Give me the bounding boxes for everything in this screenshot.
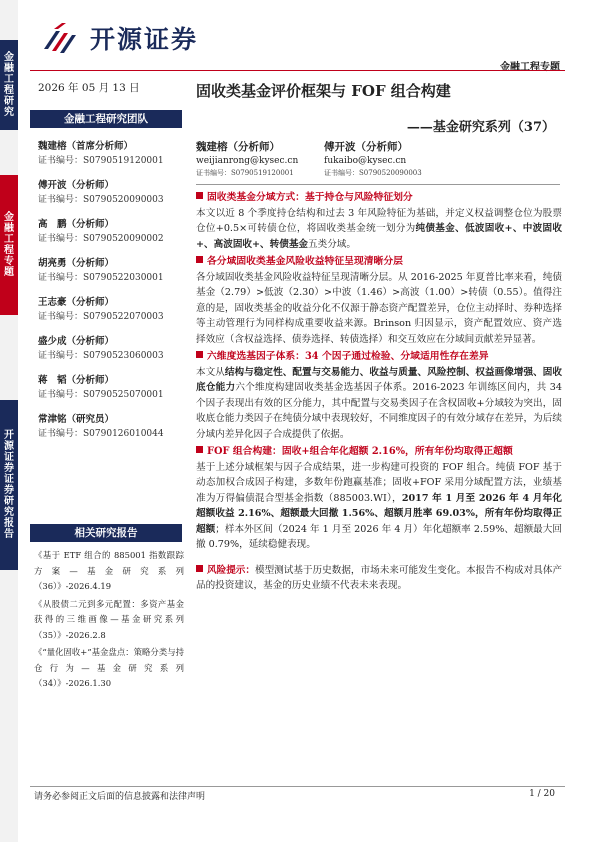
related-list [34,548,184,694]
analyst-cert: 证书编号：S0790520090003 [38,195,164,205]
footer-rule [30,786,565,787]
analyst-name: 魏建榕（首席分析师） [38,141,134,152]
logo-icon [40,21,82,55]
side-label-bottom [0,400,18,570]
related-item[interactable]: 《“量化固收+”基金盘点：策略分类与持仓行为—基金研究系列（34）》-2026.1.30 [34,647,184,688]
summary-body [196,188,562,596]
analyst-item [38,257,188,296]
analyst-name: 盛少成（分析师） [38,336,115,347]
section-paragraph: 本文从结构与稳定性、配置与交易能力、收益与质量、风险控制、权益画像增强、固收底仓能力六个维度构建固收类基金选基因子体系。2016-2023 年训练区间内，共 34 个因子表现出有效的区分能力，其中配置与交易类因子在含权固收+分域较为突出，固收底仓能力类因子在纯债分域中表现较好，不同维度因子的有效分域存在差异，为后续分域内差异化因子合成提供了依据。 [196,366,563,440]
analyst-item [38,218,188,257]
related-item[interactable]: 《从股债二元到多元配置：多资产基金获得的三维画像—基金研究系列（35）》-2026.2.8 [34,598,184,640]
analyst-item [38,140,188,179]
section-paragraph: 基于上述分域框架与因子合成结果，进一步构建可投资的 FOF 组合。纯债 FOF 基于动态加权合成因子构建，多数年份跑赢基准；固收+FOF 采用分域配置方法，业绩基准为万得偏债混合型基金指数（885003.WI），2017 年 1 月至 2026 年 4 月年化超额收益 2.16%、超额最大回撤 1.56%、超额月胜率 69.03%，所有年份均取得正超额；样本外区间（2024 年 1 月至 2026 年 4 月）年化超额率 2.59%、超额最大回撤 0.79%，延续稳健表现。 [196,461,562,550]
side-label-mid [0,175,18,315]
report-title: 固收类基金评价框架与 FOF 组合构建 [196,82,451,100]
side-label-top [0,40,18,130]
analyst-cert: 证书编号：S0790520090002 [38,234,164,244]
author-email[interactable]: fukaibo@kysec.cn [324,156,407,166]
bullet-square-icon [196,192,203,199]
brand-logo [40,20,198,56]
analyst-item [38,179,188,218]
analyst-cert: 证书编号：S0790126010044 [38,429,164,439]
related-item[interactable]: 《基于 ETF 组合的 885001 指数跟踪方案—基金研究系列（36）》-2026.4.19 [34,550,184,591]
section-heading: 各分域固收类基金风险收益特征呈现清晰分层 [196,254,562,270]
side-label-mid-text: 金融工程专题 [4,212,14,278]
analyst-item [38,296,188,335]
section-heading: 六维度选基因子体系：34 个因子通过检验、分域适用性存在差异 [196,349,562,365]
related-title: 相关研究报告 [30,524,182,542]
team-title: 金融工程研究团队 [30,110,182,128]
footer-disclaimer: 请务必参阅正文后面的信息披露和法律声明 [34,792,206,802]
analyst-name: 常津铭（研究员） [38,414,115,425]
author-cert: 证书编号：S0790519120001 [196,169,294,177]
author-rule [196,184,560,185]
analyst-cert: 证书编号：S0790525070001 [38,390,164,400]
brand-name: 开源证券 [90,25,199,54]
analyst-name: 高 鹏（分析师） [38,219,115,230]
header-rule [30,70,565,71]
analyst-item [38,374,188,413]
analyst-item [38,335,188,374]
author-name: 魏建榕（分析师） [196,141,280,153]
section-paragraph: 各分域固收类基金风险收益特征呈现清晰分层。从 2016-2025 年夏普比率来看，纯债基金（2.79）>低波（2.30）>中波（1.46）>高波（1.00）>转债（0.55）。值得注意的是，固收类基金的收益分化不仅源于静态资产配置差异，仓位主动择时、券种选择等主动管理行为同样构成重要收益来源。Brinson 归因显示，资产配置效应、资产选择效应（含权益选择、债券选择、转债选择）和交互效应在分域间贡献差异显著。 [196,271,562,345]
report-date: 2026 年 05 月 13 日 [38,82,140,94]
bullet-square-icon [196,256,203,263]
analyst-name: 蒋 韬（分析师） [38,375,115,386]
analyst-cert: 证书编号：S0790522070003 [38,312,164,322]
analyst-name: 王志豪（分析师） [38,297,115,308]
bullet-square-icon [196,565,203,572]
analyst-list [38,140,188,452]
side-label-top-text: 金融工程研究 [4,52,14,118]
analyst-cert: 证书编号：S0790522030001 [38,273,164,283]
author-cert: 证书编号：S0790520090003 [324,169,422,177]
section-paragraph: 本文以近 8 个季度持仓结构和过去 3 年风险特征为基础，并定义权益调整仓位为股票仓位+0.5×可转债仓位，将固收类基金统一划分为纯债基金、低波固收+、中波固收+、高波固收+、转债基金五类分域。 [196,207,562,250]
author-email[interactable]: weijianrong@kysec.cn [196,156,299,166]
author-name: 傅开波（分析师） [324,141,408,153]
analyst-cert: 证书编号：S0790519120001 [38,156,164,166]
analyst-name: 胡亮勇（分析师） [38,258,115,269]
report-series: ——基金研究系列（37） [406,120,555,135]
section-heading: FOF 组合构建：固收+组合年化超额 2.16%，所有年份均取得正超额 [196,444,562,460]
author-item [324,140,422,179]
author-item [196,140,298,179]
risk-warning: 风险提示：模型测试基于历史数据，市场未来可能发生变化。本报告不构成对具体产品的投资建议，基金的历史业绩不代表未来表现。 [196,564,563,591]
analyst-name: 傅开波（分析师） [38,180,115,191]
analyst-item [38,413,188,452]
bullet-square-icon [196,351,203,358]
bullet-square-icon [196,446,203,453]
section-heading: 固收类基金分域方式：基于持仓与风险特征划分 [196,190,562,206]
report-type: 金融工程专题 [500,62,560,73]
analyst-cert: 证书编号：S0790523060003 [38,351,164,361]
side-label-bottom-text: 开源证券 证券研究报告 [4,430,14,540]
page-number: 1 / 20 [529,789,555,799]
